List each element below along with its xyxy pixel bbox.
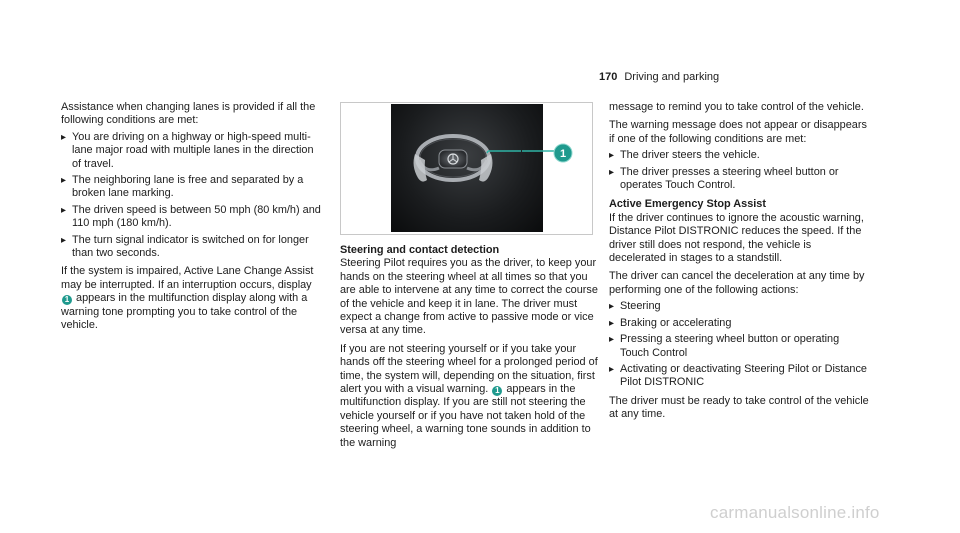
list-item: ▸ Braking or accelerating bbox=[609, 317, 869, 330]
list-item: ▸ You are driving on a highway or high-speed multi-lane major road with multiple lanes in the direction of travel. bbox=[61, 131, 321, 171]
page-header bbox=[599, 71, 719, 83]
text-segment: If the system is impaired, Active Lane Change Assist may be interrupted. If an interruption occurs, display bbox=[61, 265, 314, 291]
ready-paragraph: The driver must be ready to take control of the vehicle at any time. bbox=[609, 394, 869, 421]
section-title: Driving and parking bbox=[624, 71, 720, 83]
warning-conditions-intro: The warning message does not appear or disappears if one of the following conditions are met: bbox=[609, 119, 867, 145]
column-2 bbox=[340, 244, 600, 450]
page-number: 170 bbox=[599, 71, 618, 83]
text-segment: appears in the multifunction display along with a warning tone prompting you to take control of the vehicle. bbox=[61, 292, 308, 332]
list-item: ▸ The driven speed is between 50 mph (80 km/h) and 110 mph (180 km/h). bbox=[61, 204, 321, 231]
watermark: carmanualsonline.info bbox=[710, 503, 880, 522]
callout-badge: 1 bbox=[492, 386, 502, 396]
text-segment: appears in the multifunction display. If you are still not steering the vehicle yourself or if you have not taken hold of the steering wheel, a warning tone sounds in addition to the warning bbox=[340, 383, 591, 449]
steering-wheel-figure bbox=[340, 102, 593, 235]
figure-callout bbox=[341, 103, 592, 234]
list-item: ▸ Activating or deactivating Steering Pilot or Distance Pilot DISTRONIC bbox=[609, 363, 869, 390]
list-item: ▸ Steering bbox=[609, 300, 869, 313]
callout-badge: 1 bbox=[62, 295, 72, 305]
lane-change-intro: Assistance when changing lanes is provided if all the following conditions are met: bbox=[61, 101, 316, 127]
list-item: ▸ The driver presses a steering wheel button or operates Touch Control. bbox=[609, 166, 869, 193]
figure-callout-number: 1 bbox=[559, 148, 567, 160]
warning-paragraph bbox=[340, 343, 600, 450]
column-3 bbox=[609, 101, 869, 422]
list-item: ▸ The neighboring lane is free and separated by a broken lane marking. bbox=[61, 174, 321, 201]
emergency-stop-paragraph: If the driver continues to ignore the acoustic warning, Distance Pilot DISTRONIC reduces the speed. If the driver still does not respond, the vehicle is decelerated in stages to a standstill. bbox=[609, 211, 864, 265]
list-item: ▸ The driver steers the vehicle. bbox=[609, 149, 869, 162]
lane-change-conditions-list bbox=[61, 131, 321, 261]
list-item: ▸ Pressing a steering wheel button or operating Touch Control bbox=[609, 333, 869, 360]
steering-pilot-paragraph: Steering Pilot requires you as the driver, to keep your hands on the steering wheel at all times so that you are able to intervene at any time to correct the course of the vehicle and keep it in lane. The driver must expect a change from active to passive mode or vice versa at any time. bbox=[340, 257, 598, 337]
list-item: ▸ The turn signal indicator is switched on for longer than two seconds. bbox=[61, 234, 321, 261]
cancel-intro: The driver can cancel the deceleration at any time by performing one of the following actions: bbox=[609, 270, 865, 296]
message-paragraph: message to remind you to take control of the vehicle. bbox=[609, 101, 864, 113]
text-segment: If you are not steering yourself or if you take your hands off the steering wheel for a prolonged period of time, the system will, depending on the situation, first alert you with a visual warning. bbox=[340, 342, 598, 396]
interruption-paragraph bbox=[61, 265, 321, 332]
section-heading: Active Emergency Stop Assist bbox=[609, 198, 766, 211]
column-1 bbox=[61, 101, 321, 333]
cancel-actions-list bbox=[609, 300, 869, 389]
section-heading: Steering and contact detection bbox=[340, 244, 500, 256]
warning-conditions-list bbox=[609, 149, 869, 192]
